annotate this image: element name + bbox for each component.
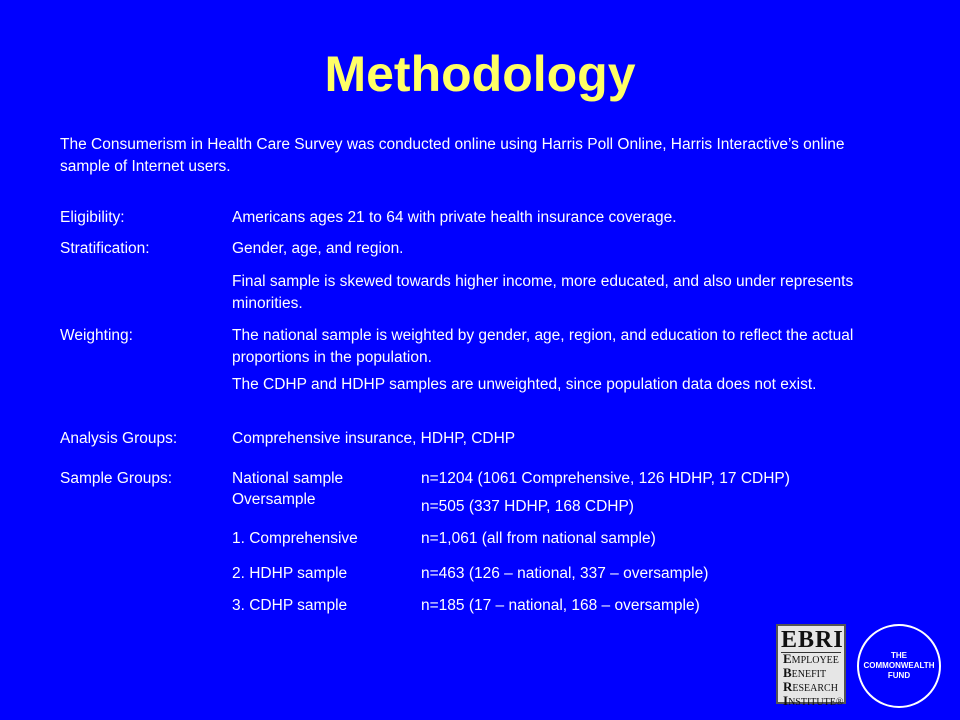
commonwealth-logo-line: THE <box>891 651 907 660</box>
ebri-logo <box>776 624 846 708</box>
sample-row-value: n=185 (17 – national, 168 – oversample) <box>421 597 700 614</box>
ebri-logo-line: INSTITUTE® <box>783 693 844 708</box>
eligibility-text: Americans ages 21 to 64 with private health insurance coverage. <box>232 209 677 226</box>
analysis-groups-label: Analysis Groups: <box>60 430 178 447</box>
ebri-logo-line: EMPLOYEE <box>783 651 839 666</box>
page-title: Methodology <box>324 46 636 102</box>
commonwealth-logo-line: FUND <box>887 671 911 680</box>
analysis-groups-text: Comprehensive insurance, HDHP, CDHP <box>232 430 516 447</box>
eligibility-label: Eligibility: <box>60 209 125 226</box>
ebri-logo-abbr: EBRI <box>781 627 844 653</box>
ebri-logo-line: BENEFIT <box>783 665 827 680</box>
sample-row-name: Oversample <box>232 491 316 508</box>
sample-row-value: n=505 (337 HDHP, 168 CDHP) <box>421 498 634 515</box>
sample-row-value: n=463 (126 – national, 337 – oversample) <box>421 565 709 582</box>
commonwealth-fund-logo <box>857 624 941 708</box>
sample-row-name: National sample <box>232 470 344 487</box>
weighting-text-1: The national sample is weighted by gender, age, region, and education to reflect the actual proportions in the population. <box>232 327 854 366</box>
sample-groups-label: Sample Groups: <box>60 470 172 487</box>
weighting-text-2: The CDHP and HDHP samples are unweighted, since population data does not exist. <box>232 376 817 393</box>
sample-row-name: 3. CDHP sample <box>232 597 348 614</box>
weighting-label: Weighting: <box>60 327 133 344</box>
sample-row-value: n=1204 (1061 Comprehensive, 126 HDHP, 17 CDHP) <box>421 470 790 487</box>
ebri-logo-line: RESEARCH <box>783 679 838 694</box>
stratification-text-1: Gender, age, and region. <box>232 240 404 257</box>
commonwealth-logo-line: COMMONWEALTH <box>863 661 935 670</box>
sample-row-value: n=1,061 (all from national sample) <box>421 530 656 547</box>
stratification-label: Stratification: <box>60 240 150 257</box>
sample-row-name: 1. Comprehensive <box>232 530 358 547</box>
stratification-text-2: Final sample is skewed towards higher income, more educated, and also under represents minorities. <box>232 273 854 312</box>
sample-row-name: 2. HDHP sample <box>232 565 348 582</box>
intro-paragraph: The Consumerism in Health Care Survey was conducted online using Harris Poll Online, Harris Interactive’s online sample of Internet users. <box>60 136 845 175</box>
